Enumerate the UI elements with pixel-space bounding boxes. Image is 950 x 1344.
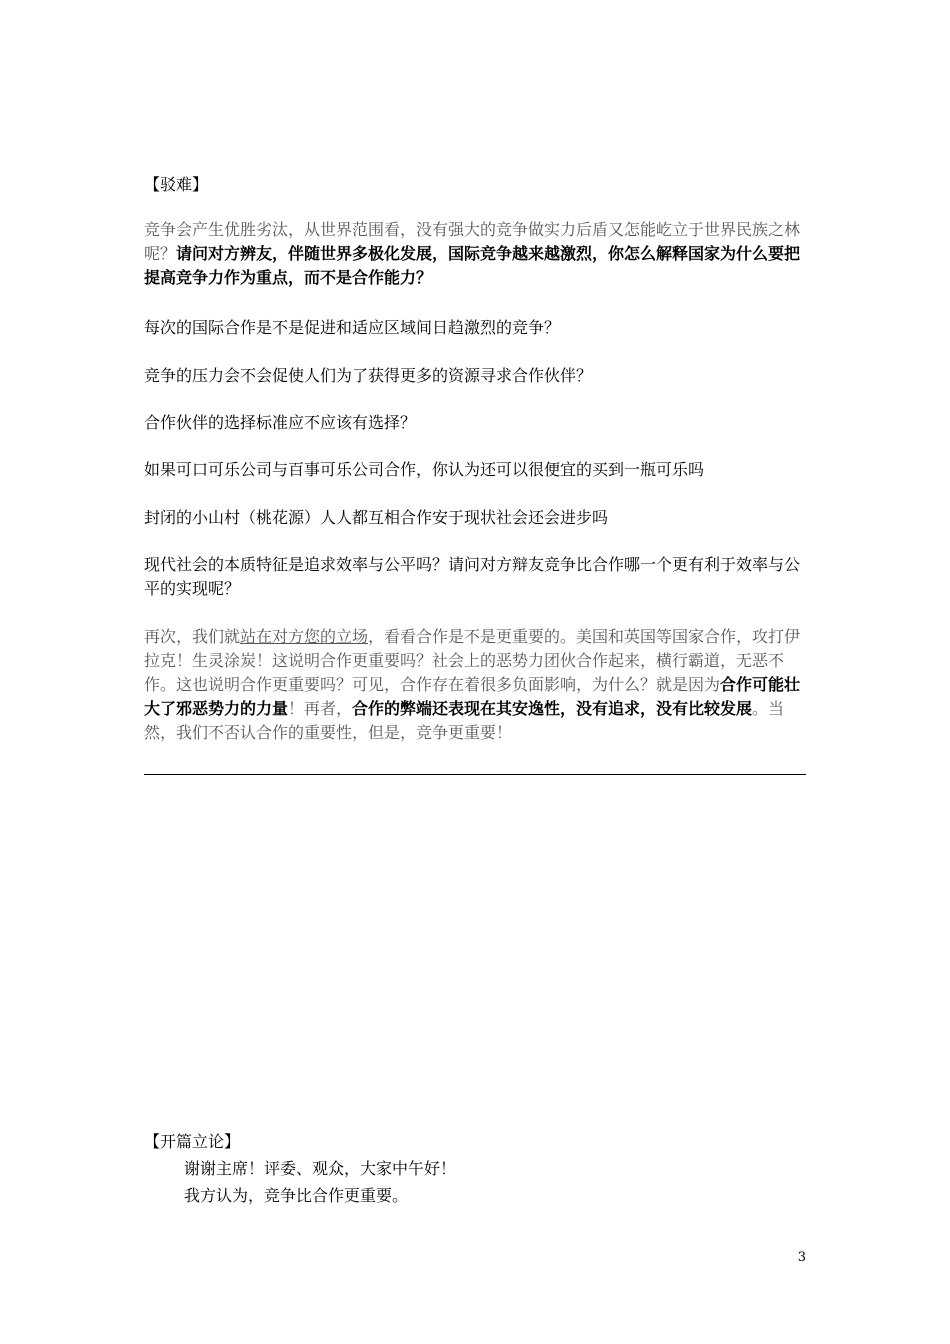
closing-text-1: 再次，我们就: [144, 627, 241, 646]
question-5: 封闭的小山村（桃花源）人人都互相合作安于现状社会还会进步吗: [144, 508, 609, 527]
closing-text-3: ！再者，: [288, 699, 353, 718]
page-number: 3: [797, 1250, 806, 1265]
closing-underlined-text: 站在对方您的立场: [240, 627, 369, 646]
rebuttal-paragraph-1: [144, 218, 806, 290]
section-divider: [144, 774, 806, 775]
closing-text-4: 。当然，我们不否认合作的重要性，但是，竞争更重要！: [144, 699, 785, 742]
question-3: 合作伙伴的选择标准应不应该有选择？: [144, 413, 417, 432]
question-2: 竞争的压力会不会促使人们为了获得更多的资源寻求合作伙伴？: [144, 366, 593, 385]
question-6: 现代社会的本质特征是追求效率与公平吗？请问对方辩友竞争比合作哪一个更有利于效率与公平的实现呢？: [144, 555, 801, 598]
rebuttal-paragraph-1-plain: 竞争会产生优胜劣汰，从世界范围看，没有强大的竞争做实力后盾又怎能屹立于世界民族之林呢？: [144, 220, 801, 263]
closing-text-2: ，看看合作是不是更重要的。美国和英国等国家合作，攻打伊拉克！生灵涂炭！这说明合作更重要吗？社会上的恶势力团伙合作起来，横行霸道，无恶不作。这也说明合作更重要吗？可见，合作存在着很多负面影响，为什么？就是因为: [144, 627, 801, 694]
question-1: 每次的国际合作是不是促进和适应区域间日趋激烈的竞争？: [144, 318, 561, 337]
opening-line-2: 我方认为，竞争比合作更重要。: [184, 1186, 409, 1205]
question-4: 如果可口可乐公司与百事可乐公司合作，你认为还可以很便宜的买到一瓶可乐吗: [144, 460, 705, 479]
rebuttal-heading: 【驳难】: [144, 175, 209, 194]
closing-bold-text-2: 合作的弊端还表现在其安逸性，没有追求，没有比较发展: [352, 699, 753, 718]
rebuttal-paragraph-1-bold: 请问对方辨友，伴随世界多极化发展，国际竞争越来越激烈，你怎么解释国家为什么要把提高竞争力作为重点，而不是合作能力？: [144, 244, 801, 287]
closing-bold-text-1: 合作可能壮大了邪恶势力的力量: [144, 675, 801, 718]
opening-heading: 【开篇立论】: [144, 1132, 241, 1151]
opening-line-1: 谢谢主席！评委、观众，大家中午好！: [184, 1159, 457, 1178]
rebuttal-closing-paragraph: [144, 625, 806, 745]
